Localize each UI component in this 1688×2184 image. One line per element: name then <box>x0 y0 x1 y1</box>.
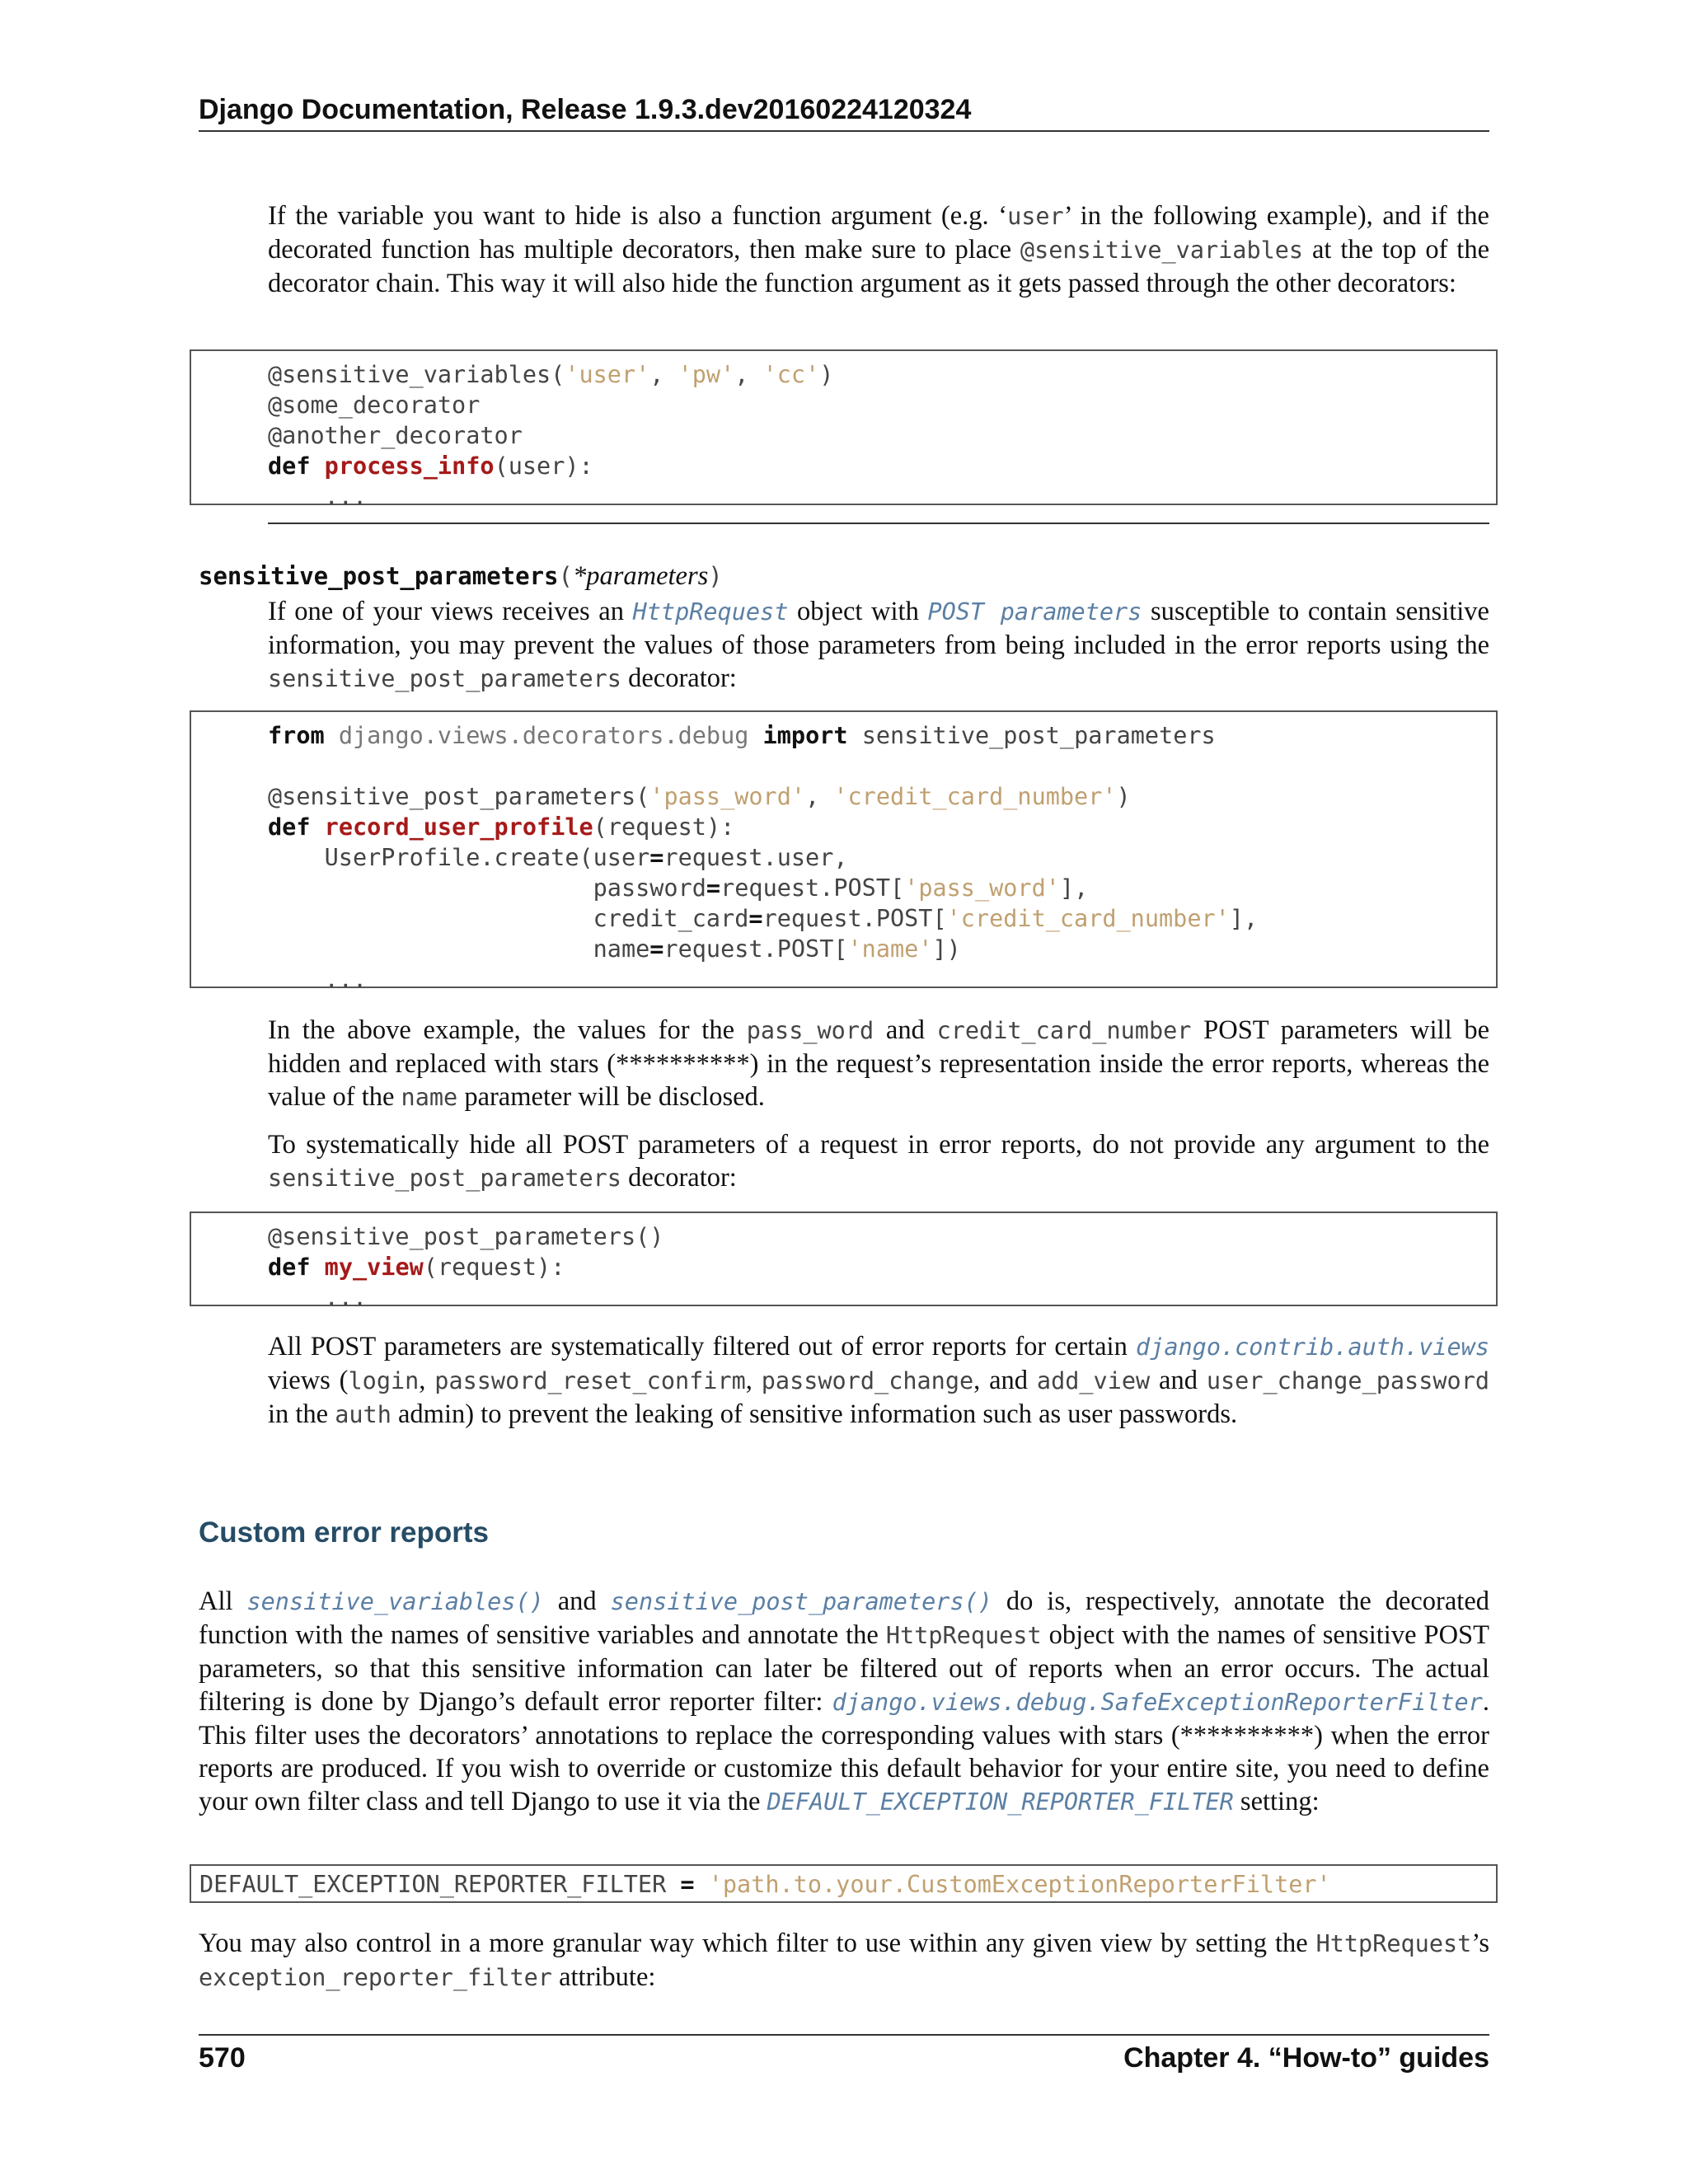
code-operator: = <box>748 905 763 932</box>
text: ’ in the following example), and if the decorated function has multiple decorators, then make sure to place <box>268 201 1489 265</box>
function-signature <box>199 561 723 592</box>
signature-paren: ( <box>558 562 573 590</box>
text: To systematically hide all POST parameters of a request in error reports, do not provide any argument to the <box>268 1130 1489 1160</box>
text: object with the names of sensitive POST parameters, so that this sensitive information can later be filtered out of reports when an error occurs. The actual filtering is done by Django’s default error reporter filter: <box>199 1620 1489 1717</box>
text: object with <box>788 597 928 626</box>
code-string: 'path.to.your.CustomExceptionReporterFilter' <box>708 1871 1331 1898</box>
code-token: request.user, <box>663 844 848 871</box>
code-block-setting <box>190 1864 1498 1903</box>
code-keyword: def <box>268 1254 311 1281</box>
inline-code: credit_card_number <box>936 1017 1192 1044</box>
section-heading: Custom error reports <box>199 1516 490 1549</box>
link-sensitive-post-parameters[interactable]: sensitive_post_parameters() <box>610 1588 992 1615</box>
page-number: 570 <box>199 2042 246 2074</box>
text: If one of your views receives an <box>268 597 633 626</box>
code-operator: = <box>649 844 664 871</box>
code-token <box>695 1871 709 1898</box>
code-token: name <box>268 935 650 963</box>
link-post-parameters[interactable]: POST parameters <box>927 598 1142 626</box>
text: All <box>199 1586 247 1616</box>
text: decorator: <box>621 1163 737 1193</box>
code-token: sensitive_post_parameters <box>861 722 1216 749</box>
inline-code: exception_reporter_filter <box>199 1964 552 1991</box>
signature-param: *parameters <box>572 561 709 591</box>
code-line: ... <box>268 1284 368 1311</box>
code-string: 'name' <box>847 935 933 963</box>
code-token: (request): <box>423 1254 565 1281</box>
inline-code: @sensitive_variables <box>1020 237 1304 264</box>
link-auth-views[interactable]: django.contrib.auth.views <box>1136 1333 1489 1361</box>
code-function-name: record_user_profile <box>324 813 593 841</box>
text: susceptible to contain sensitive information, you may prevent the values of those parameters from being included in the error reports using the <box>268 597 1489 660</box>
header-rule <box>199 130 1489 132</box>
code-keyword: import <box>762 722 848 749</box>
code-token: ]) <box>932 935 961 963</box>
inline-code: name <box>401 1084 458 1111</box>
code-string: 'user' <box>565 361 650 388</box>
code-keyword: def <box>268 452 311 480</box>
text: views ( <box>268 1366 349 1395</box>
code-string: 'pass_word' <box>904 874 1060 902</box>
code-line: @some_decorator <box>268 391 481 419</box>
code-token: (user): <box>494 452 593 480</box>
code-operator: = <box>680 1871 695 1898</box>
inline-code: sensitive_post_parameters <box>268 665 621 692</box>
link-default-exception-reporter-filter[interactable]: DEFAULT_EXCEPTION_REPORTER_FILTER <box>767 1788 1234 1816</box>
inline-code: login <box>348 1367 420 1394</box>
paragraph-auth-views <box>268 1330 1489 1432</box>
link-sensitive-variables[interactable]: sensitive_variables() <box>246 1588 544 1615</box>
inline-code: HttpRequest <box>885 1622 1042 1649</box>
page-header-title: Django Documentation, Release 1.9.3.dev20160224120324 <box>199 94 972 125</box>
text: attribute: <box>551 1962 656 1992</box>
text: at the top of the decorator chain. This way it will also hide the function argument as it gets passed through the other decorators: <box>268 235 1489 298</box>
code-keyword: from <box>268 722 325 749</box>
inline-code: sensitive_post_parameters <box>268 1165 621 1192</box>
inline-code: user <box>1007 203 1064 230</box>
link-httprequest[interactable]: HttpRequest <box>632 598 789 626</box>
paragraph-custom-error-reports <box>199 1585 1489 1819</box>
text: and <box>543 1586 611 1616</box>
code-token: @sensitive_post_parameters( <box>268 783 650 810</box>
text: do is, respectively, annotate the decorated function with the names of sensitive variables and annotate the <box>199 1586 1490 1650</box>
link-safe-exception-reporter-filter[interactable]: django.views.debug.SafeExceptionReporterFilter <box>832 1689 1483 1716</box>
code-function-name: my_view <box>324 1254 424 1281</box>
text: parameter will be disclosed. <box>457 1082 765 1112</box>
code-token: request.POST[ <box>762 905 947 932</box>
code-string: 'pw' <box>678 361 735 388</box>
section-separator <box>268 523 1489 524</box>
code-module: django.views.decorators.debug <box>338 722 749 749</box>
code-line: @sensitive_post_parameters() <box>268 1223 664 1250</box>
inline-code: password_change <box>761 1367 974 1394</box>
text: , <box>419 1366 435 1395</box>
code-token: (request): <box>593 813 735 841</box>
code-string: 'pass_word' <box>649 783 806 810</box>
code-line: @another_decorator <box>268 422 523 449</box>
text: setting: <box>1233 1787 1320 1816</box>
signature-paren: ) <box>708 562 723 590</box>
text: POST parameters will be hidden and replaced with stars (**********) in the request’s representation inside the error reports, whereas the value of the <box>268 1015 1489 1112</box>
text: ’s <box>1471 1929 1489 1958</box>
code-token: , <box>734 361 763 388</box>
code-token: request.POST[ <box>663 935 848 963</box>
paragraph-post-parameters <box>268 595 1489 696</box>
paragraph-example-explanation <box>268 1014 1489 1114</box>
code-block-my-view <box>190 1212 1498 1311</box>
code-token: UserProfile.create(user <box>268 844 650 871</box>
code-token: credit_card <box>268 905 749 932</box>
code-line: ... <box>268 483 368 510</box>
footer-rule <box>199 2034 1489 2036</box>
text: admin) to prevent the leaking of sensitive information such as user passwords. <box>391 1399 1238 1429</box>
code-token: password <box>268 874 706 902</box>
paragraph-per-view-filter <box>199 1927 1489 1994</box>
code-keyword: def <box>268 813 311 841</box>
text: All POST parameters are systematically filtered out of error reports for certain <box>268 1332 1137 1361</box>
inline-code: auth <box>335 1401 392 1428</box>
code-token: @sensitive_variables( <box>268 361 565 388</box>
code-token: ], <box>1229 905 1259 932</box>
inline-code: HttpRequest <box>1315 1930 1472 1957</box>
chapter-title: Chapter 4. “How-to” guides <box>1123 2042 1489 2074</box>
code-block-sensitive-variables <box>190 349 1498 510</box>
text: and <box>874 1015 937 1045</box>
code-token: , <box>805 783 834 810</box>
paragraph-decorator-order <box>268 199 1489 300</box>
code-string: 'credit_card_number' <box>833 783 1117 810</box>
paragraph-hide-all-post <box>268 1128 1489 1195</box>
signature-name: sensitive_post_parameters <box>199 562 559 590</box>
code-token: request.POST[ <box>720 874 905 902</box>
inline-code: pass_word <box>746 1017 874 1044</box>
code-token: ) <box>1116 783 1131 810</box>
text: You may also control in a more granular way which filter to use within any given view by setting the <box>199 1929 1316 1958</box>
code-token: ) <box>819 361 834 388</box>
inline-code: password_reset_confirm <box>434 1367 746 1394</box>
code-token: , <box>649 361 678 388</box>
text: in the <box>268 1399 335 1429</box>
code-string: 'cc' <box>762 361 820 388</box>
code-line: ... <box>268 966 368 993</box>
text: In the above example, the values for the <box>268 1015 747 1045</box>
code-block-record-user-profile <box>190 710 1498 993</box>
code-operator: = <box>706 874 721 902</box>
text: , and <box>973 1366 1037 1395</box>
code-function-name: process_info <box>324 452 495 480</box>
inline-code: user_change_password <box>1206 1367 1490 1394</box>
code-token: ], <box>1059 874 1089 902</box>
text: If the variable you want to hide is also a function argument (e.g. ‘ <box>268 201 1008 231</box>
text: decorator: <box>621 663 737 693</box>
code-token: DEFAULT_EXCEPTION_REPORTER_FILTER <box>199 1871 681 1898</box>
text: and <box>1150 1366 1207 1395</box>
code-operator: = <box>649 935 664 963</box>
text: . This filter uses the decorators’ annotations to replace the corresponding values with stars (**********) when the error reports are produced. If you wish to override or customize this default behavior for your entire site, you need to define your own filter class and tell Django to use it via the <box>199 1687 1489 1816</box>
text: , <box>745 1366 762 1395</box>
code-string: 'credit_card_number' <box>946 905 1230 932</box>
inline-code: add_view <box>1036 1367 1151 1394</box>
